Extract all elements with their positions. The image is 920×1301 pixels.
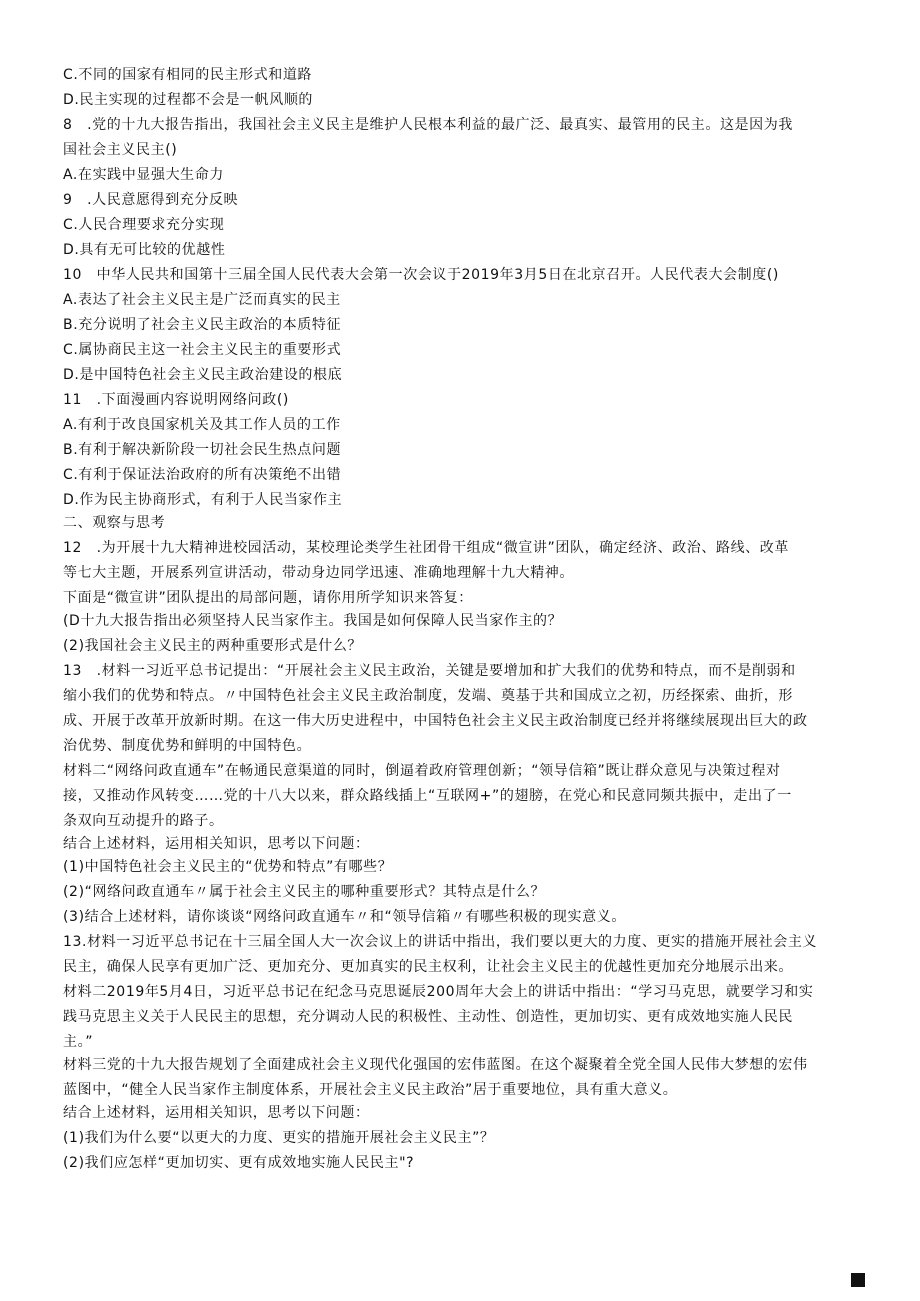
- question-12-sub-1: (D十九大报告指出必须坚持人民当家作主。我国是如何保障人民当家作主的？: [63, 613, 563, 629]
- question-12-sub-2: (2)我国社会主义民主的两种重要形式是什么？: [63, 638, 363, 654]
- question-13-sub-2: (2)“网络问政直通车〃属于社会主义民主的哪种重要形式？其特点是什么？: [63, 884, 546, 900]
- question-12-cont: 等七大主题，开展系列宣讲活动，带动身边同学迅速、准确地理解十九大精神。: [63, 565, 574, 581]
- question-11: 11 .下面漫画内容说明网络问政(): [63, 392, 289, 408]
- option-d-q11: D.作为民主协商形式，有利于人民当家作主: [63, 492, 343, 508]
- question-13b-material-3: 材料三党的十九大报告规划了全面建成社会主义现代化强国的宏伟蓝图。在这个凝聚着全党全国人民伟大梦想的宏伟: [63, 1057, 808, 1073]
- option-a-q10: A.表达了社会主义民主是广泛而真实的民主: [63, 292, 341, 308]
- question-13b-sub-2: (2)我们应怎样“更加切实、更有成效地实施人民民主"?: [63, 1155, 415, 1171]
- question-13b-material-2-cont-1: 践马克思主义关于人民民主的思想，充分调动人民的积极性、主动性、创造性，更加切实、更有成效地实施人民民: [63, 1009, 793, 1025]
- question-13b-prompt: 结合上述材料，运用相关知识，思考以下问题：: [63, 1105, 370, 1121]
- question-13b-material-3-cont: 蓝图中，“健全人民当家作主制度体系，开展社会主义民主政治”居于重要地位，具有重大意义。: [63, 1082, 678, 1098]
- question-13-sub-1: (1)中国特色社会主义民主的“优势和特点”有哪些？: [63, 859, 393, 875]
- question-13-sub-3: (3)结合上述材料，请你谈谈“网络问政直通车〃和“领导信箱〃有哪些积极的现实意义。: [63, 909, 626, 925]
- option-b-q8: 9 .人民意愿得到充分反映: [63, 192, 239, 208]
- option-b-q10: B.充分说明了社会主义民主政治的本质特征: [63, 317, 342, 333]
- option-c-q8: C.人民合理要求充分实现: [63, 217, 225, 233]
- option-d-q10: D.是中国特色社会主义民主政治建设的根底: [63, 367, 343, 383]
- question-13-material-2-cont-2: 条双向互动提升的路子。: [63, 813, 224, 829]
- question-13-material-1-cont-1: 缩小我们的优势和特点。〃中国特色社会主义民主政治制度，发端、奠基于共和国成立之初，历经探索、曲折，形: [63, 688, 793, 704]
- option-c-q7: C.不同的国家有相同的民主形式和道路: [63, 67, 313, 83]
- question-8: 8 .党的十九大报告指出，我国社会主义民主是维护人民根本利益的最广泛、最真实、最管用的民主。这是因为我: [63, 117, 793, 133]
- option-c-q10: C.属协商民主这一社会主义民主的重要形式: [63, 342, 342, 358]
- question-13b-sub-1: (1)我们为什么要“以更大的力度、更实的措施开展社会主义民主”？: [63, 1130, 495, 1146]
- question-13b-material-1: 13.材料一习近平总书记在十三届全国人大一次会议上的讲话中指出，我们要以更大的力度、更实的措施开展社会主义: [63, 934, 818, 950]
- option-a-q11: A.有利于改良国家机关及其工作人员的工作: [63, 417, 341, 433]
- question-12-intro: 下面是“微宣讲”团队提出的局部问题，请你用所学知识来答复：: [63, 590, 473, 606]
- question-13b-material-1-cont: 民主，确保人民享有更加广泛、更加充分、更加真实的民主权利，让社会主义民主的优越性更加充分地展示出来。: [63, 959, 793, 975]
- question-13b-material-2-cont-2: 主。”: [63, 1034, 94, 1050]
- option-c-q11: C.有利于保证法治政府的所有决策绝不出错: [63, 467, 342, 483]
- question-13-material-1-cont-2: 成、开展于改革开放新时期。在这一伟大历史进程中，中国特色社会主义民主政治制度已经并将继续展现出巨大的政: [63, 713, 808, 729]
- question-13-material-2-cont-1: 接，又推动作风转变……党的十八大以来，群众路线插上“互联网+”的翅膀，在党心和民意同频共振中，走出了一: [63, 788, 792, 804]
- option-d-q8: D.具有无可比较的优越性: [63, 242, 226, 258]
- section-heading: 二、观察与思考: [63, 515, 166, 531]
- option-d-q7: D.民主实现的过程都不会是一帆风顺的: [63, 92, 314, 108]
- question-8-cont: 国社会主义民主(): [63, 142, 178, 158]
- corner-square-mark: [851, 1273, 865, 1287]
- question-13-material-2: 材料二“网络问政直通车”在畅通民意渠道的同时，倒逼着政府管理创新；“领导信箱”既让群众意见与决策过程对: [63, 763, 781, 779]
- question-10: 10 中华人民共和国第十三届全国人民代表大会第一次会议于2019年3月5日在北京召开。人民代表大会制度(): [63, 267, 779, 283]
- question-13-material-1: 13 .材料一习近平总书记提出：“开展社会主义民主政治，关键是要增加和扩大我们的优势和特点，而不是削弱和: [63, 663, 796, 679]
- question-13b-material-2: 材料二2019年5月4日，习近平总书记在纪念马克思诞辰200周年大会上的讲话中指出：“学习马克思，就要学习和实: [63, 984, 814, 1000]
- question-12: 12 .为开展十九大精神进校园活动，某校理论类学生社团骨干组成“微宣讲”团队，确定经济、政治、路线、改革: [63, 540, 789, 556]
- question-13-material-1-cont-3: 治优势、制度优势和鲜明的中国特色。: [63, 738, 312, 754]
- option-a-q8: A.在实践中显强大生命力: [63, 167, 224, 183]
- question-13-prompt: 结合上述材料，运用相关知识，思考以下问题：: [63, 836, 370, 852]
- option-b-q11: B.有利于解决新阶段一切社会民生热点问题: [63, 442, 342, 458]
